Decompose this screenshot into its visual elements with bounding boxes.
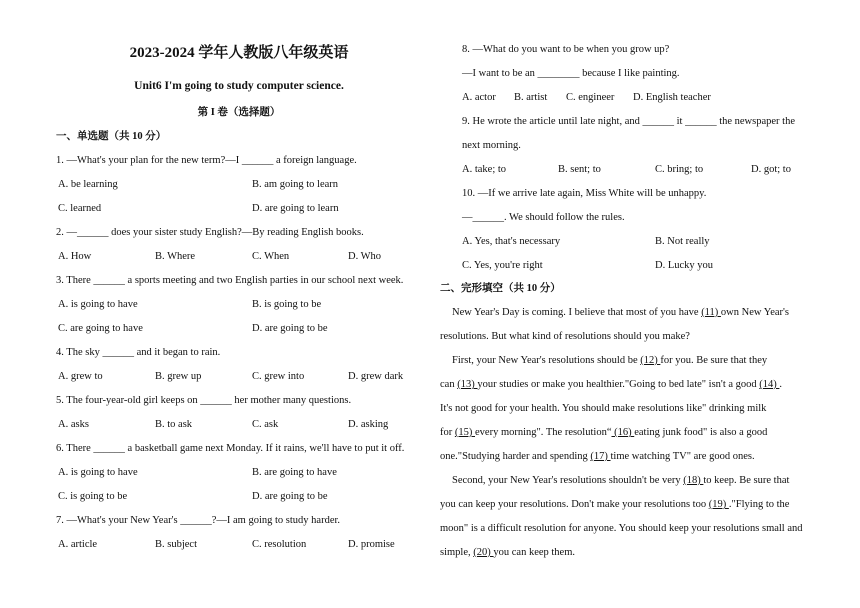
q3-option-c: C. are going to have bbox=[58, 323, 143, 334]
q6-option-b: B. are going to have bbox=[252, 467, 337, 478]
passage-text: . bbox=[779, 379, 783, 390]
passage-text: simple, bbox=[440, 547, 474, 558]
q8-option-c: C. engineer bbox=[566, 92, 615, 103]
q5-option-a: A. asks bbox=[58, 419, 89, 430]
passage-text: your studies or make you healthier."Going to bed late" isn't a good bbox=[477, 379, 760, 390]
passage-text: own New Year's bbox=[720, 307, 790, 318]
blank-17: (17) bbox=[590, 451, 611, 462]
passage-text: for bbox=[440, 427, 455, 438]
passage-text: you can keep your resolutions. Don't make your resolutions too bbox=[440, 499, 709, 510]
q2-option-b: B. Where bbox=[155, 251, 196, 262]
passage-text: First, your New Year's resolutions should be bbox=[452, 355, 641, 366]
q4-option-a: A. grew to bbox=[58, 371, 103, 382]
passage-line-11 bbox=[440, 546, 575, 560]
blank-18: (18) bbox=[683, 475, 704, 486]
q3-option-b: B. is going to be bbox=[252, 299, 322, 310]
blank-11: (11) bbox=[701, 307, 721, 318]
q3-option-a: A. is going to have bbox=[58, 299, 138, 310]
question-1-stem: 1. —What's your plan for the new term?—I ______ a foreign language. bbox=[56, 155, 357, 166]
question-7-stem: 7. —What's your New Year's ______?—I am going to study harder. bbox=[56, 515, 341, 526]
question-3-stem: 3. There ______ a sports meeting and two English parties in our school next week. bbox=[56, 275, 404, 286]
passage-line-8 bbox=[452, 474, 789, 488]
question-9-stem-line2: next morning. bbox=[462, 140, 521, 151]
blank-20: (20) bbox=[473, 547, 494, 558]
question-9-stem: 9. He wrote the article until late night, and ______ it ______ the newspaper the bbox=[462, 116, 795, 127]
question-8-stem-line2: —I want to be an ________ because I like painting. bbox=[462, 68, 680, 79]
blank-15: (15) bbox=[454, 427, 475, 438]
q6-option-a: A. is going to have bbox=[58, 467, 138, 478]
q8-option-d: D. English teacher bbox=[633, 92, 711, 103]
q5-option-d: D. asking bbox=[348, 419, 389, 430]
q10-option-b: B. Not really bbox=[655, 236, 710, 247]
q2-option-d: D. Who bbox=[348, 251, 382, 262]
page-subtitle: Unit6 I'm going to study computer science. bbox=[134, 80, 344, 92]
q2-option-c: C. When bbox=[252, 251, 290, 262]
q4-option-d: D. grew dark bbox=[348, 371, 404, 382]
passage-line-2: resolutions. But what kind of resolutions should you make? bbox=[440, 331, 690, 342]
q1-option-c: C. learned bbox=[58, 203, 102, 214]
q5-option-b: B. to ask bbox=[155, 419, 193, 430]
passage-line-5: It's not good for your health. You should make resolutions like" drinking milk bbox=[440, 403, 767, 414]
q4-option-c: C. grew into bbox=[252, 371, 305, 382]
q10-option-d: D. Lucky you bbox=[655, 260, 714, 271]
q9-option-c: C. bring; to bbox=[655, 164, 704, 175]
passage-text: to keep. Be sure that bbox=[703, 475, 790, 486]
passage-text: one."Studying harder and spending bbox=[440, 451, 591, 462]
passage-line-1 bbox=[452, 306, 789, 320]
passage-text: for you. Be sure that they bbox=[660, 355, 768, 366]
blank-14: (14) bbox=[759, 379, 780, 390]
question-10-stem: 10. —If we arrive late again, Miss White will be unhappy. bbox=[462, 188, 707, 199]
blank-13: (13) bbox=[457, 379, 478, 390]
q3-option-d: D. are going to be bbox=[252, 323, 328, 334]
passage-line-9 bbox=[440, 498, 789, 512]
q10-option-c: C. Yes, you're right bbox=[462, 260, 543, 271]
passage-text: eating junk food" is also a good bbox=[634, 427, 768, 438]
page-title: 2023-2024 学年人教版八年级英语 bbox=[129, 45, 349, 61]
section-heading-2: 二、完形填空（共 10 分） bbox=[440, 283, 561, 294]
passage-line-3 bbox=[452, 354, 767, 368]
q7-option-c: C. resolution bbox=[252, 539, 307, 550]
q1-option-a: A. be learning bbox=[58, 179, 118, 190]
q6-option-d: D. are going to be bbox=[252, 491, 328, 502]
q9-option-d: D. got; to bbox=[751, 164, 791, 175]
q7-option-b: B. subject bbox=[155, 539, 197, 550]
q8-option-b: B. artist bbox=[514, 92, 548, 103]
question-4-stem: 4. The sky ______ and it began to rain. bbox=[56, 347, 221, 358]
question-2-stem: 2. —______ does your sister study English?—By reading English books. bbox=[56, 227, 364, 238]
blank-12: (12) bbox=[640, 355, 661, 366]
question-5-stem: 5. The four-year-old girl keeps on ______ her mother many questions. bbox=[56, 395, 352, 406]
q7-option-a: A. article bbox=[58, 539, 98, 550]
q1-option-b: B. am going to learn bbox=[252, 179, 339, 190]
passage-text: ."Flying to the bbox=[728, 499, 790, 510]
part-heading: 第 I 卷（选择题） bbox=[197, 107, 281, 118]
q9-option-b: B. sent; to bbox=[558, 164, 601, 175]
q9-option-a: A. take; to bbox=[462, 164, 507, 175]
q6-option-c: C. is going to be bbox=[58, 491, 128, 502]
q4-option-b: B. grew up bbox=[155, 371, 202, 382]
passage-line-6 bbox=[440, 426, 767, 440]
section-heading-1: 一、单选题（共 10 分） bbox=[56, 131, 167, 142]
passage-line-10: moon" is a difficult resolution for anyone. You should keep your resolutions small and bbox=[440, 523, 803, 534]
passage-text: every morning". The resolution“ bbox=[475, 427, 612, 438]
q8-option-a: A. actor bbox=[462, 92, 496, 103]
passage-line-7 bbox=[440, 450, 755, 464]
passage-text: can bbox=[440, 379, 458, 390]
passage-line-4 bbox=[440, 378, 782, 392]
question-8-stem: 8. —What do you want to be when you grow up? bbox=[462, 44, 670, 55]
question-10-stem-line2: —______. We should follow the rules. bbox=[462, 212, 625, 223]
q10-option-a: A. Yes, that's necessary bbox=[462, 236, 561, 247]
blank-19: (19) bbox=[708, 499, 729, 510]
q7-option-d: D. promise bbox=[348, 539, 395, 550]
blank-16: (16) bbox=[611, 427, 635, 438]
passage-text: you can keep them. bbox=[493, 547, 576, 558]
q1-option-d: D. are going to learn bbox=[252, 203, 339, 214]
passage-text: time watching TV" are good ones. bbox=[610, 451, 755, 462]
q5-option-c: C. ask bbox=[252, 419, 279, 430]
q2-option-a: A. How bbox=[58, 251, 92, 262]
question-6-stem: 6. There ______ a basketball game next Monday. If it rains, we'll have to put it off. bbox=[56, 443, 405, 454]
passage-text: New Year's Day is coming. I believe that most of you have bbox=[452, 307, 702, 318]
passage-text: Second, your New Year's resolutions shouldn't be very bbox=[452, 475, 684, 486]
